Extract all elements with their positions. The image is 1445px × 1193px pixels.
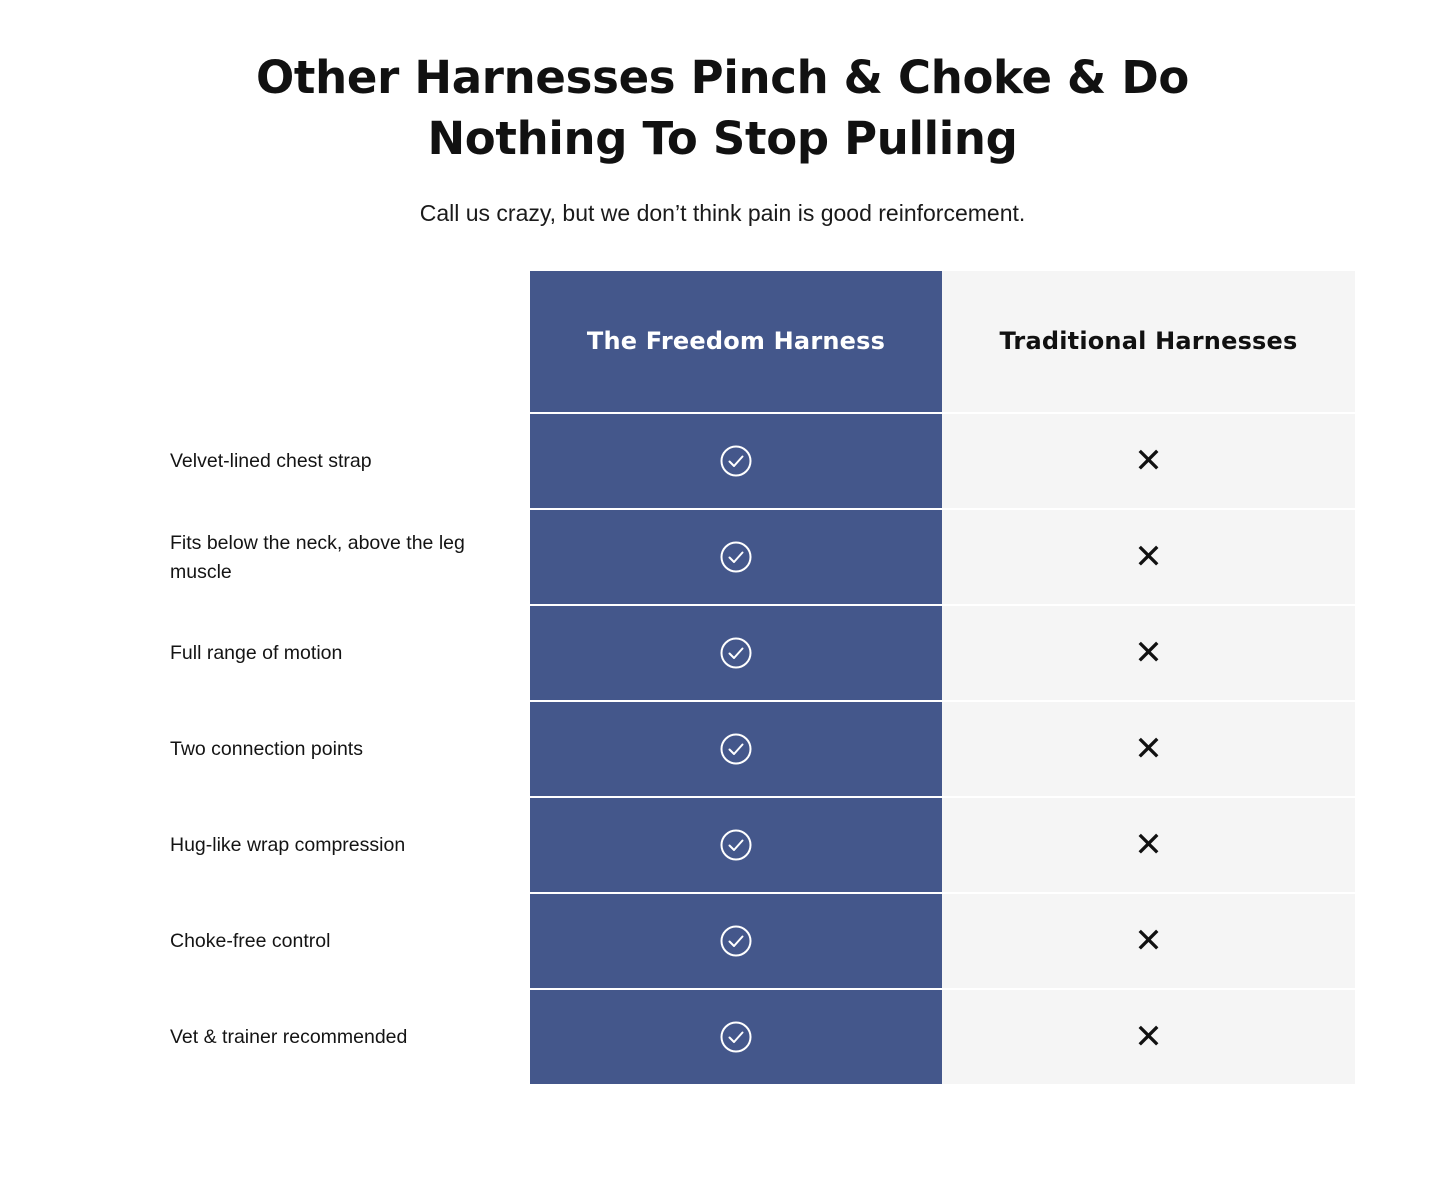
traditional-cell	[942, 894, 1355, 990]
feature-label: Choke-free control	[90, 894, 530, 990]
table-row	[90, 798, 1355, 894]
check-circle-icon	[719, 924, 753, 958]
freedom-cell	[530, 510, 942, 606]
comparison-table	[90, 271, 1355, 1086]
page-subtitle: Call us crazy, but we don’t think pain is good reinforcement.	[419, 199, 1026, 226]
traditional-cell	[942, 606, 1355, 702]
table-row	[90, 990, 1355, 1086]
check-circle-icon	[719, 444, 753, 478]
feature-label: Two connection points	[90, 702, 530, 798]
column-header-label: Traditional Harnesses	[999, 327, 1298, 355]
freedom-cell	[530, 894, 942, 990]
table-header-row	[90, 271, 1355, 414]
page-title: Other Harnesses Pinch & Choke & Do Nothing To Stop Pulling	[255, 51, 1190, 165]
check-circle-icon	[719, 828, 753, 862]
traditional-cell	[942, 798, 1355, 894]
column-header-label: The Freedom Harness	[586, 327, 886, 355]
column-header-traditional	[942, 271, 1355, 414]
freedom-cell	[530, 702, 942, 798]
check-circle-icon	[719, 636, 753, 670]
feature-label: Full range of motion	[90, 606, 530, 702]
freedom-cell	[530, 414, 942, 510]
traditional-cell	[942, 990, 1355, 1086]
check-circle-icon	[719, 1020, 753, 1054]
feature-label: Hug-like wrap compression	[90, 798, 530, 894]
x-mark-icon: ✕	[1134, 728, 1163, 769]
x-mark-icon: ✕	[1134, 920, 1163, 961]
comparison-page	[0, 48, 1445, 1193]
x-mark-icon: ✕	[1134, 824, 1163, 865]
feature-label: Vet & trainer recommended	[90, 990, 530, 1086]
header-empty-cell	[90, 271, 530, 414]
table-row	[90, 606, 1355, 702]
freedom-cell	[530, 606, 942, 702]
x-mark-icon: ✕	[1134, 440, 1163, 481]
traditional-cell	[942, 510, 1355, 606]
x-mark-icon: ✕	[1134, 536, 1163, 577]
table-row	[90, 414, 1355, 510]
check-circle-icon	[719, 732, 753, 766]
traditional-cell	[942, 702, 1355, 798]
freedom-cell	[530, 798, 942, 894]
column-header-freedom	[530, 271, 942, 414]
traditional-cell	[942, 414, 1355, 510]
table-row	[90, 702, 1355, 798]
freedom-cell	[530, 990, 942, 1086]
feature-label: Velvet-lined chest strap	[90, 414, 530, 510]
feature-label: Fits below the neck, above the leg muscle	[90, 510, 530, 606]
x-mark-icon: ✕	[1134, 632, 1163, 673]
check-circle-icon	[719, 540, 753, 574]
table-row	[90, 894, 1355, 990]
x-mark-icon: ✕	[1134, 1016, 1163, 1057]
table-row	[90, 510, 1355, 606]
